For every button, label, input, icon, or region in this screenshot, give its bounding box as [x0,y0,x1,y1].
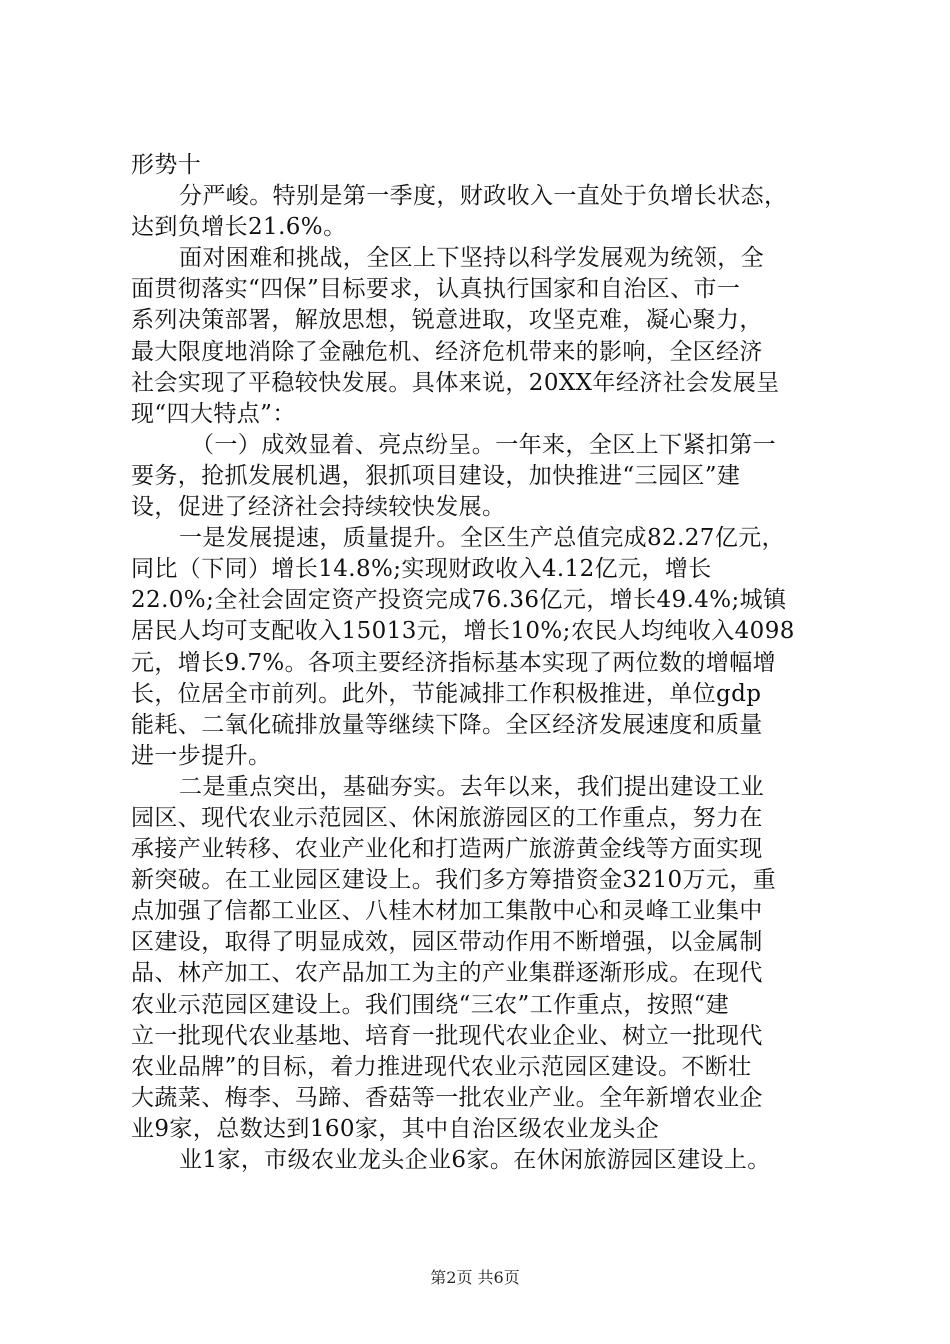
text-line: 要务，抢抓发展机遇，狠抓项目建设，加快推进“三园区”建 [131,462,741,489]
text-line: 业9家，总数达到160家，其中自治区级农业龙头企 [131,1115,660,1142]
text-line: 一是发展提速，质量提升。全区生产总值完成82.27亿元， [179,525,786,552]
text-line: 社会实现了平稳较快发展。具体来说，20XX年经济社会发展呈 [131,369,780,396]
text-line: 品、林产加工、农产品加工为主的产业集群逐渐形成。在现代 [131,960,763,987]
text-line: 二是重点突出，基础夯实。去年以来，我们提出建设工业 [179,773,764,800]
text-line: 承接产业转移、农业产业化和打造两广旅游黄金线等方面实现 [131,836,763,863]
text-line: 元，增长9.7%。各项主要经济指标基本实现了两位数的增幅增 [131,649,777,676]
text-line: 农业示范园区建设上。我们围绕“三农”工作重点，按照“建 [131,991,730,1018]
text-line: 居民人均可支配收入15013元，增长10%;农民人均纯收入4098 [131,618,795,645]
text-line: 22.0%;全社会固定资产投资完成76.36亿元，增长49.4%;城镇 [131,587,787,614]
text-line: 立一批现代农业基地、培育一批现代农业企业、树立一批现代 [131,1022,763,1049]
text-line: 新突破。在工业园区建设上。我们多方筹措资金3210万元，重 [131,867,777,894]
page-footer [0,1268,950,1288]
text-line: 最大限度地消除了金融危机、经济危机带来的影响，全区经济 [131,338,763,365]
page-number: 第2页 共6页 [430,1268,520,1287]
text-line: 业1家，市级农业龙头企业6家。在休闲旅游园区建设上。 [179,1147,771,1173]
text-line: 现“四大特点”： [131,400,296,427]
text-line: 分严峻。特别是第一季度，财政收入一直处于负增长状态， [179,183,788,210]
text-line: 点加强了信都工业区、八桂木材加工集散中心和灵峰工业集中 [131,898,763,925]
text-line: 大蔬菜、梅李、马蹄、香菇等一批农业产业。全年新增农业企 [131,1084,763,1111]
document-body [131,150,831,1176]
text-line: 设，促进了经济社会持续较快发展。 [131,494,506,521]
text-line: 进一步提升。 [131,742,272,769]
text-line: 同比（下同）增长14.8%;实现财政收入4.12亿元，增长 [131,556,712,583]
text-line: 达到负增长21.6%。 [131,214,347,241]
text-line: 区建设，取得了明显成效，园区带动作用不断增强，以金属制 [131,929,763,956]
text-line: 能耗、二氧化硫排放量等继续下降。全区经济发展速度和质量 [131,711,763,738]
text-line: 面对困难和挑战，全区上下坚持以科学发展观为统领，全 [179,245,764,272]
text-line: 长，位居全市前列。此外，节能减排工作积极推进，单位gdp [131,680,762,707]
text-line: 系列决策部署，解放思想，锐意进取，攻坚克难，凝心聚力， [131,307,763,334]
text-line: 农业品牌”的目标，着力推进现代农业示范园区建设。不断壮 [131,1053,752,1080]
text-line: （一）成效显着、亮点纷呈。一年来，全区上下紧扣第一 [191,431,776,458]
text-line: 园区、现代农业示范园区、休闲旅游园区的工作重点，努力在 [131,804,763,831]
text-line: 形势十 [131,152,202,178]
text-line: 面贯彻落实“四保”目标要求，认真执行国家和自治区、市一 [131,276,741,303]
